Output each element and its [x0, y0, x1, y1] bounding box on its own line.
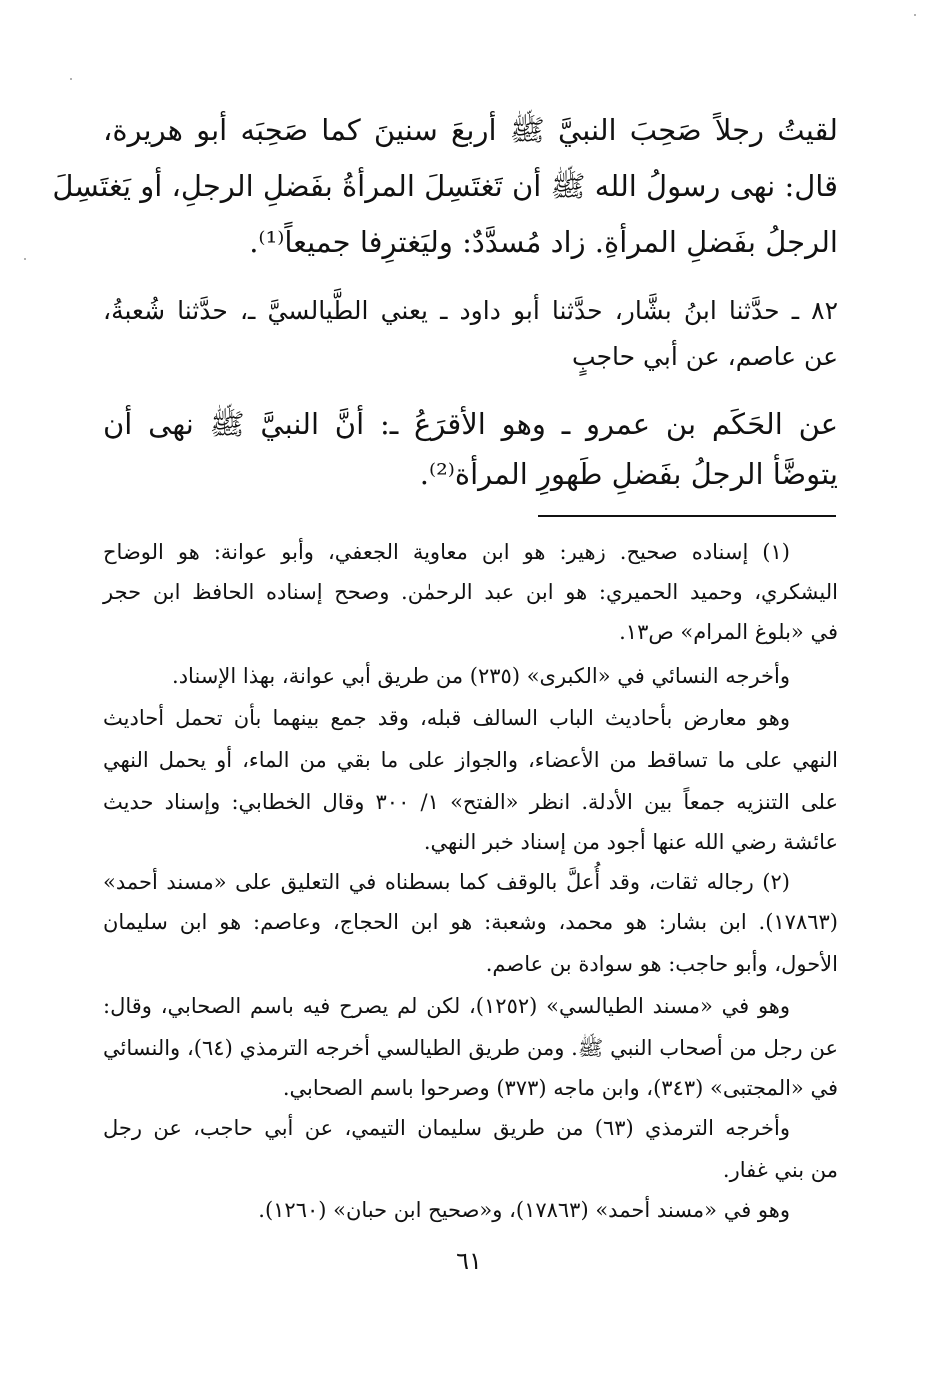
footnote-line: وهو في «مسند أحمد» (١٧٨٦٣)، و«صحيح ابن حبان» (١٢٦٠). [258, 1198, 790, 1222]
footnote-line: الأحول، وأبو حاجب: هو سوادة بن عاصم. [485, 952, 838, 976]
footnote-line: النهي على ما تساقط من الأعضاء، والجواز على ما بقي من الماء، أو يحمل النهي [103, 748, 838, 772]
footnote-line: (١) إسناده صحيح. زهير: هو ابن معاوية الجعفي، وأبو عوانة: هو الوضاح [103, 540, 790, 564]
scan-speck [914, 14, 916, 16]
footnote-line: عن رجل من أصحاب النبي ﷺ. ومن طريق الطيالسي أخرجه الترمذي (٦٤)، والنسائي [103, 1036, 838, 1060]
hadith-matn-line: يتوضَّأ الرجلُ بفَضلِ طَهورِ المرأة⁽²⁾. [419, 457, 838, 491]
hadith-isnad-line: عن عاصم، عن أبي حاجبٍ [572, 342, 838, 371]
main-text-line: لقيتُ رجلاً صَحِبَ النبيَّ ﷺ أربعَ سنينَ كما صَحِبَه أبو هريرة، [103, 113, 838, 147]
footnote-line: (١٧٨٦٣). ابن بشار: هو محمد، وشعبة: هو ابن الحجاج، وعاصم: هو ابن سليمان [103, 910, 838, 934]
footnote-line: من بني غفار. [722, 1158, 838, 1182]
hadith-matn-line: عن الحَكَم بن عمرو ـ وهو الأقرَعُ ـ: أنَّ النبيَّ ﷺ نهى أن [103, 407, 838, 441]
scan-speck [70, 78, 72, 80]
footnote-line: وأخرجه الترمذي (٦٣) من طريق سليمان التيمي، عن أبي حاجب، عن رجل [103, 1116, 790, 1140]
scan-speck [24, 258, 26, 260]
footnote-line: (٢) رجاله ثقات، وقد أُعلَّ بالوقف كما بسطناه في التعليق على «مسند أحمد» [103, 870, 790, 894]
footnote-line: في «المجتبى» (٣٤٣)، وابن ماجه (٣٧٣) وصرحوا باسم الصحابي. [282, 1076, 838, 1100]
footnote-line: في «بلوغ المرام» ص١٣. [619, 620, 838, 644]
footnote-line: عائشة رضي الله عنها أجود من إسناد خبر النهي. [423, 830, 838, 854]
hadith-isnad-line: ٨٢ ـ حدَّثنا ابنُ بشَّار، حدَّثنا أبو داود ـ يعني الطَّيالسيَّ ـ، حدَّثنا شُعبةُ، [103, 296, 838, 325]
footnote-line: اليشكري، وحميد الحميري: هو ابن عبد الرحمٰن. وصحح إسناده الحافظ ابن حجر [103, 580, 838, 604]
main-text-line: الرجلُ بفَضلِ المرأةِ. زاد مُسدَّدٌ: وليَغترِفا جميعاً⁽¹⁾. [249, 225, 838, 259]
footnote-line: وهو في «مسند الطيالسي» (١٢٥٢)، لكن لم يصرح فيه باسم الصحابي، وقال: [103, 994, 791, 1018]
footnote-line: وأخرجه النسائي في «الكبرى» (٢٣٥) من طريق أبي عوانة، بهذا الإسناد. [172, 664, 790, 688]
page-number: ٦١ [456, 1247, 482, 1275]
footnote-separator [538, 515, 836, 517]
footnote-line: على التنزيه جمعاً بين الأدلة. انظر «الفتح» ١/ ٣٠٠ وقال الخطابي: وإسناد حديث [103, 790, 838, 814]
footnote-line: وهو معارض بأحاديث الباب السالف قبله، وقد جمع بينهما بأن تحمل أحاديث [103, 706, 790, 730]
main-text-line: قال: نهى رسولُ الله ﷺ أن تَغتَسِلَ المرأةُ بفَضلِ الرجلِ، أو يَغتَسِلَ [52, 169, 838, 203]
